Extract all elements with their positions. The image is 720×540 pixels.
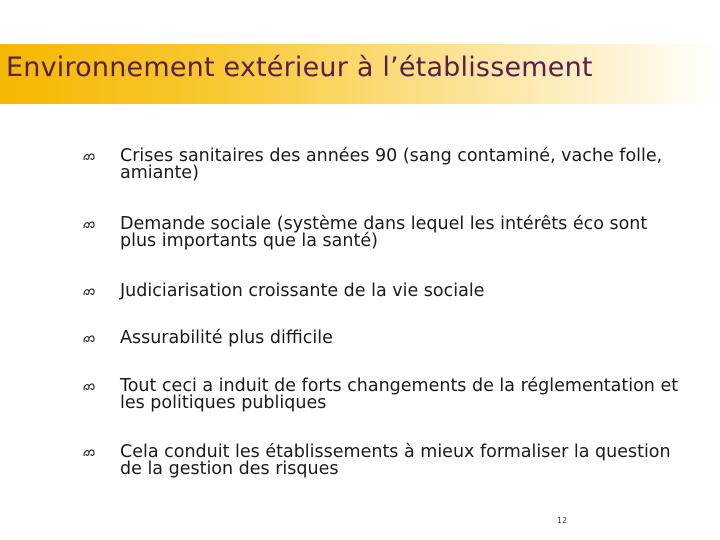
bullet-text: Crises sanitaires des années 90 (sang contaminé, vache folle, amiante) [120,146,663,183]
bullet-text: Judiciarisation croissante de la vie sociale [120,281,485,301]
bullet-text: Demande sociale (système dans lequel les intérêts éco sont plus importants que la santé) [120,214,648,251]
bullet-text: Cela conduit les établissements à mieux formaliser la question de la gestion des risques [120,442,671,479]
swirl-bullet-icon [82,446,96,460]
bullet-text: Tout ceci a induit de forts changements de la réglementation et les politiques publiques [120,376,679,413]
swirl-bullet-icon [82,150,96,164]
swirl-bullet-icon [82,285,96,299]
slide-title: Environnement extérieur à l’établissement [6,52,593,83]
bullet-text: Assurabilité plus difficile [120,328,333,348]
swirl-bullet-icon [82,218,96,232]
swirl-bullet-icon [82,332,96,346]
swirl-bullet-icon [82,380,96,394]
page-number: 12 [557,516,568,525]
